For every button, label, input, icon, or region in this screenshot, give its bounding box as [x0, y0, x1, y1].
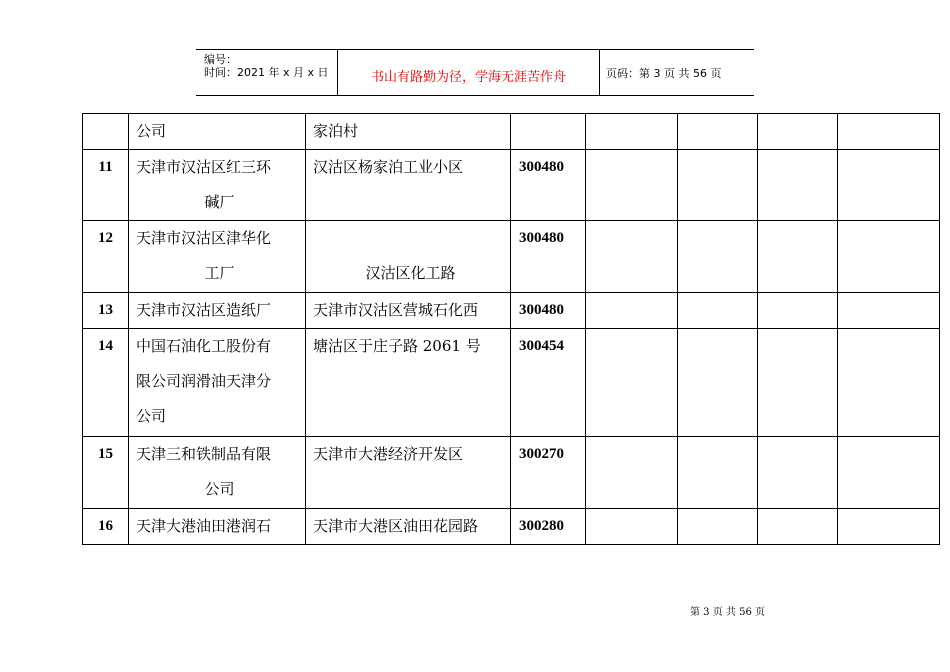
empty-cell — [838, 150, 940, 221]
empty-cell — [586, 221, 678, 293]
empty-cell — [586, 329, 678, 437]
address-cell — [306, 221, 511, 293]
company-name-line: 工厂 — [204, 264, 235, 282]
company-name-cell — [129, 437, 306, 509]
row-number-cell: 11 — [83, 150, 129, 221]
empty-cell — [678, 293, 758, 329]
empty-cell — [838, 221, 940, 293]
address-cell — [306, 437, 511, 509]
header-motto-cell — [338, 50, 600, 95]
row-number-cell: 13 — [83, 293, 129, 329]
address-line: 天津市大港经济开发区 — [313, 445, 464, 463]
empty-cell — [586, 293, 678, 329]
address-cell — [306, 150, 511, 221]
empty-cell — [758, 329, 838, 437]
empty-cell — [838, 329, 940, 437]
empty-cell — [678, 509, 758, 545]
empty-cell — [586, 509, 678, 545]
company-name-cell — [129, 329, 306, 437]
table-row — [83, 114, 940, 150]
company-name-line: 天津市汉沽区津华化 — [136, 229, 272, 247]
empty-cell — [758, 509, 838, 545]
table-row — [83, 221, 940, 293]
address-cell — [306, 329, 511, 437]
table-row — [83, 150, 940, 221]
address-line: 塘沽区于庄子路 2061 号 — [313, 337, 481, 355]
page-footer: 第 3 页 共 56 页 — [690, 607, 765, 618]
postal-code-cell: 300480 — [511, 293, 586, 329]
company-name-cell — [129, 293, 306, 329]
company-table — [82, 113, 940, 545]
empty-cell — [678, 150, 758, 221]
empty-cell — [678, 114, 758, 150]
document-number-label: 编号： — [204, 53, 237, 66]
empty-cell — [838, 114, 940, 150]
table-row — [83, 437, 940, 509]
page-header — [196, 49, 754, 96]
empty-cell — [758, 221, 838, 293]
address-line — [313, 221, 508, 256]
postal-code-cell: 300480 — [511, 221, 586, 293]
company-name-cell — [129, 221, 306, 293]
address-line: 家泊村 — [313, 122, 359, 140]
address-line: 天津市大港区油田花园路 — [313, 517, 479, 535]
postal-code-cell: 300454 — [511, 329, 586, 437]
address-cell — [306, 114, 511, 150]
row-number-cell: 16 — [83, 509, 129, 545]
row-number-cell — [83, 114, 129, 150]
company-name-line: 天津市汉沽区红三环 — [136, 158, 272, 176]
company-name-line: 天津市汉沽区造纸厂 — [136, 301, 272, 319]
address-cell — [306, 293, 511, 329]
address-cell — [306, 509, 511, 545]
company-name-line: 中国石油化工股份有 — [136, 337, 272, 355]
company-name-line: 公司 — [136, 407, 167, 425]
table-row — [83, 293, 940, 329]
postal-code-cell — [511, 114, 586, 150]
empty-cell — [838, 509, 940, 545]
address-line: 汉沽区杨家泊工业小区 — [313, 158, 464, 176]
postal-code-cell: 300280 — [511, 509, 586, 545]
empty-cell — [678, 329, 758, 437]
header-meta-cell — [196, 50, 338, 95]
company-name-line: 公司 — [136, 122, 167, 140]
company-name-cell — [129, 509, 306, 545]
date-label: 时间：2021 年 x 月 x 日 — [204, 66, 329, 79]
empty-cell — [758, 114, 838, 150]
empty-cell — [678, 437, 758, 509]
empty-cell — [838, 293, 940, 329]
address-line: 天津市汉沽区营城石化西 — [313, 301, 479, 319]
company-name-line: 公司 — [204, 480, 235, 498]
empty-cell — [758, 293, 838, 329]
row-number-cell: 12 — [83, 221, 129, 293]
empty-cell — [678, 221, 758, 293]
empty-cell — [586, 114, 678, 150]
page-number-label: 页码：第 3 页 共 56 页 — [606, 67, 722, 80]
motto-text: 书山有路勤为径，学海无涯苦作舟 — [370, 70, 566, 85]
postal-code-cell: 300270 — [511, 437, 586, 509]
table-row — [83, 509, 940, 545]
table-row — [83, 329, 940, 437]
empty-cell — [838, 437, 940, 509]
company-name-cell — [129, 114, 306, 150]
header-page-cell — [600, 50, 754, 95]
company-name-line: 天津大港油田港润石 — [136, 517, 272, 535]
company-name-line: 碱厂 — [204, 193, 235, 211]
empty-cell — [758, 437, 838, 509]
company-name-line: 限公司润滑油天津分 — [136, 372, 272, 390]
address-line: 汉沽区化工路 — [365, 264, 456, 282]
row-number-cell: 15 — [83, 437, 129, 509]
company-name-line: 天津三和铁制品有限 — [136, 445, 272, 463]
empty-cell — [586, 437, 678, 509]
company-name-cell — [129, 150, 306, 221]
row-number-cell: 14 — [83, 329, 129, 437]
postal-code-cell: 300480 — [511, 150, 586, 221]
empty-cell — [758, 150, 838, 221]
empty-cell — [586, 150, 678, 221]
